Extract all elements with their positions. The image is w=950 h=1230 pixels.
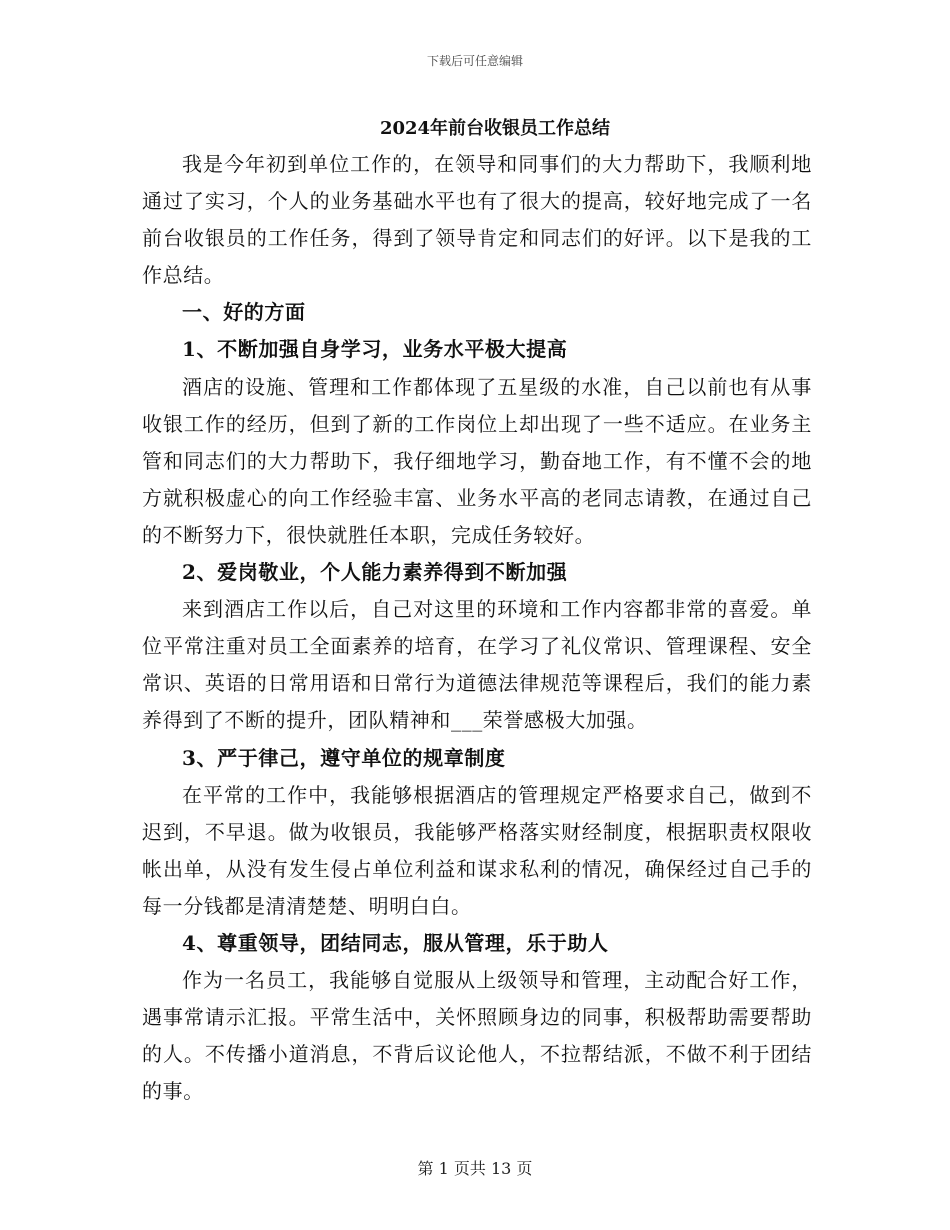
item-paragraph-3: 在平常的工作中，我能够根据酒店的管理规定严格要求自己，做到不迟到，不早退。做为收银员，我能够严格落实财经制度，根据职责权限收帐出单，从没有发生侵占单位利益和谋求私利的情况，确保经过自己手的每一分钱都是清清楚楚、明明白白。 xyxy=(142,782,812,918)
section-heading: 一、好的方面 xyxy=(182,300,306,325)
item-paragraph-2: 来到酒店工作以后，自己对这里的环境和工作内容都非常的喜爱。单位平常注重对员工全面素养的培育，在学习了礼仪常识、管理课程、安全常识、英语的日常用语和日常行为道德法律规范等课程后，我们的能力素养得到了不断的提升，团队精神和___荣誉感极大加强。 xyxy=(142,597,812,733)
item-heading-3: 3、严于律己，遵守单位的规章制度 xyxy=(182,745,506,770)
item-paragraph-1: 酒店的设施、管理和工作都体现了五星级的水准，自己以前也有从事收银工作的经历，但到了新的工作岗位上却出现了一些不适应。在业务主管和同志们的大力帮助下，我仔细地学习，勤奋地工作，有不懂不会的地方就积极虚心的向工作经验丰富、业务水平高的老同志请教，在通过自己的不断努力下，很快就胜任本职，完成任务较好。 xyxy=(142,374,812,547)
item-heading-2: 2、爱岗敬业，个人能力素养得到不断加强 xyxy=(182,560,568,585)
item-paragraph-4: 作为一名员工，我能够自觉服从上级领导和管理，主动配合好工作，遇事常请示汇报。平常生活中，关怀照顾身边的同事，积极帮助需要帮助的人。不传播小道消息，不背后议论他人，不拉帮结派，不做不利于团结的事。 xyxy=(142,968,812,1104)
header-note: 下载后可任意编辑 xyxy=(426,54,523,68)
document-title: 2024年前台收银员工作总结 xyxy=(379,118,611,139)
page-footer: 第 1 页共 13 页 xyxy=(417,1159,533,1178)
document-body xyxy=(142,146,812,1110)
intro-paragraph: 我是今年初到单位工作的，在领导和同事们的大力帮助下，我顺利地通过了实习，个人的业务基础水平也有了很大的提高，较好地完成了一名前台收银员的工作任务，得到了领导肯定和同志们的好评。以下是我的工作总结。 xyxy=(142,152,812,288)
item-heading-4: 4、尊重领导，团结同志，服从管理，乐于助人 xyxy=(182,930,609,955)
item-heading-1: 1、不断加强自身学习，业务水平极大提高 xyxy=(182,337,568,362)
